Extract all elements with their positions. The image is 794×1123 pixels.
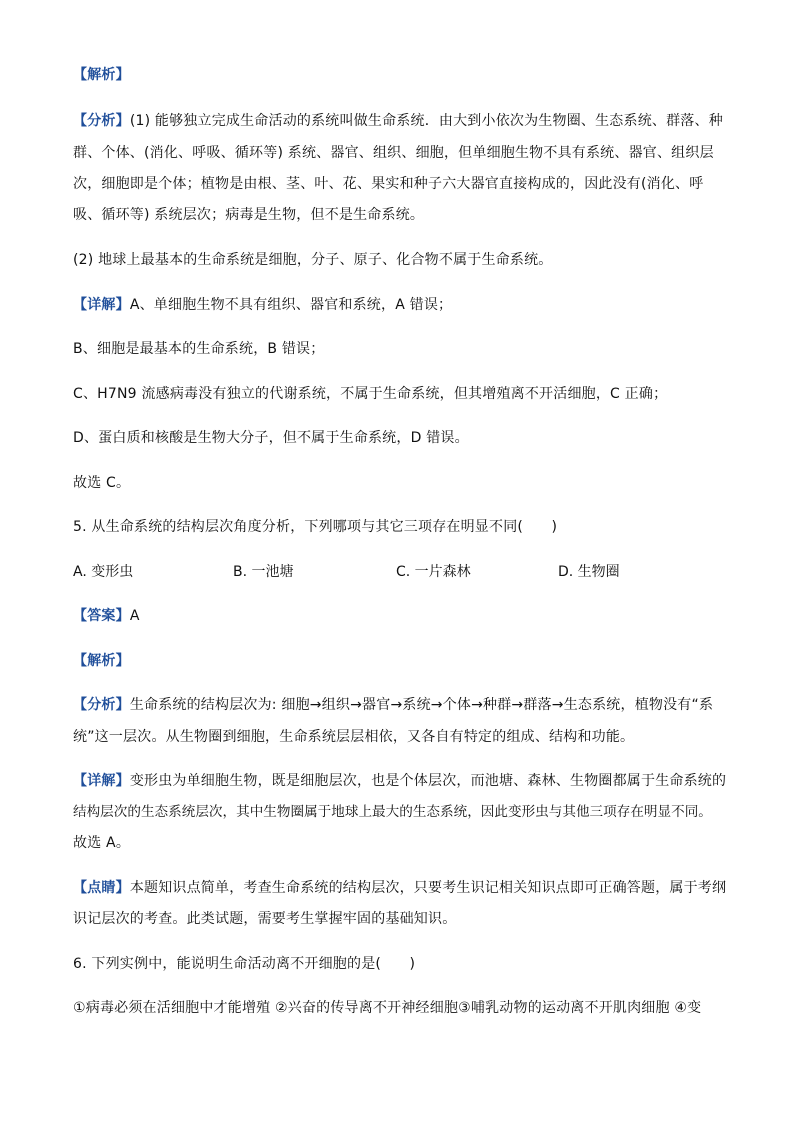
xiangjie-tag: 【详解】 (73, 297, 130, 313)
q5-answer (73, 606, 140, 626)
q5-dianjing-line-2 (73, 909, 456, 929)
q5-option-b-text: B. 一池塘 (233, 564, 294, 580)
q4-xiangjie-d (73, 428, 469, 448)
dianjing-tag: 【点睛】 (73, 880, 130, 896)
q5-answer-text: A (129, 608, 140, 624)
q5-fenxi-text-2: 统”这一层次。从生物圈到细胞，生命系统层层相依，又各自有特定的组成、结构和功能。 (73, 729, 635, 745)
q6-question-text: 6. 下列实例中，能说明生命活动离不开细胞的是( ) (73, 956, 416, 972)
q4-fenxi-2-text: (2) 地球上最基本的生命系统是细胞，分子、原子、化合物不属于生命系统。 (73, 252, 553, 268)
q5-option-a (73, 562, 133, 582)
q5-jiexi-heading (73, 651, 130, 671)
q5-question (73, 517, 557, 537)
q5-jiexi-tag: 【解析】 (73, 653, 130, 669)
jiexi-tag: 【解析】 (73, 67, 130, 83)
q5-fenxi-tag: 【分析】 (73, 697, 130, 713)
q5-fenxi-text-1: 生命系统的结构层次为: 细胞→组织→器官→系统→个体→种群→群落→生态系统，植物没有“系 (129, 697, 714, 713)
q5-option-d-text: D. 生物圈 (558, 564, 620, 580)
q5-xiangjie-text-2: 结构层次的生态系统层次，其中生物圈属于地球上最大的生态系统，因此变形虫与其他三项存在明显不同。 (73, 804, 712, 820)
q5-question-text: 5. 从生命系统的结构层次角度分析，下列哪项与其它三项存在明显不同( ) (73, 519, 558, 535)
q4-xiangjie-a (73, 295, 452, 315)
q5-xiangjie-line-1 (73, 771, 726, 791)
q5-dianjing-text-1: 本题知识点简单，考查生命系统的结构层次，只要考生识记相关知识点即可正确答题，属于考纲 (129, 880, 727, 896)
q5-xiangjie-tag: 【详解】 (73, 773, 130, 789)
q4-fenxi-line-3 (73, 174, 703, 194)
q6-question (73, 954, 415, 974)
q6-items (73, 998, 701, 1018)
daan-tag: 【答案】 (73, 608, 130, 624)
q4-fenxi-line-4 (73, 205, 424, 225)
q4-conclusion (73, 473, 130, 493)
q5-xiangjie-text-3: 故选 A。 (73, 835, 131, 851)
q4-fenxi-2 (73, 250, 552, 270)
q5-fenxi-line-2 (73, 727, 634, 747)
q5-xiangjie-text-1: 变形虫为单细胞生物，既是细胞层次，也是个体层次，而池塘、森林、生物圈都属于生命系统的 (129, 773, 727, 789)
q5-option-b (233, 562, 294, 582)
q5-option-c-text: C. 一片森林 (396, 564, 471, 580)
q5-option-d (558, 562, 620, 582)
q4-fenxi-text-3: 次，细胞即是个体；植物是由根、茎、叶、花、果实和种子六大器官直接构成的，因此没有(消化、呼 (73, 176, 704, 192)
q5-xiangjie-line-2 (73, 802, 712, 822)
q4-xiangjie-a-text: A、单细胞生物不具有组织、器官和系统，A 错误； (129, 297, 453, 313)
q5-xiangjie-line-3 (73, 833, 130, 853)
q5-option-a-text: A. 变形虫 (73, 564, 134, 580)
q4-fenxi-text-4: 吸、循环等) 系统层次；病毒是生物，但不是生命系统。 (73, 207, 425, 223)
q6-items-text: ①病毒必须在活细胞中才能增殖 ②兴奋的传导离不开神经细胞③哺乳动物的运动离不开肌肉细胞 ④变 (73, 1000, 702, 1016)
q4-fenxi-line-2 (73, 143, 714, 163)
q4-xiangjie-b-text: B、细胞是最基本的生命系统，B 错误； (73, 341, 325, 357)
q4-fenxi-text-2: 群、个体、(消化、呼吸、循环等) 系统、器官、组织、细胞，但单细胞生物不具有系统、器官、组织层 (73, 145, 714, 161)
q5-dianjing-text-2: 识记层次的考查。此类试题，需要考生掌握牢固的基础知识。 (73, 911, 457, 927)
q4-conclusion-text: 故选 C。 (73, 475, 131, 491)
q4-xiangjie-d-text: D、蛋白质和核酸是生物大分子，但不属于生命系统，D 错误。 (73, 430, 469, 446)
q4-xiangjie-b (73, 339, 324, 359)
q5-dianjing-line-1 (73, 878, 726, 898)
q4-fenxi-line-1 (73, 111, 723, 131)
fenxi-tag: 【分析】 (73, 113, 130, 129)
q5-fenxi-line-1 (73, 695, 713, 715)
jiexi-heading (73, 65, 130, 85)
q4-xiangjie-c (73, 384, 667, 404)
q4-fenxi-text-1: (1) 能够独立完成生命活动的系统叫做生命系统．由大到小依次为生物圈、生态系统、群落、种 (129, 113, 723, 129)
q4-xiangjie-c-text: C、H7N9 流感病毒没有独立的代谢系统，不属于生命系统，但其增殖离不开活细胞，C 正确； (73, 386, 668, 402)
q5-option-c (396, 562, 471, 582)
